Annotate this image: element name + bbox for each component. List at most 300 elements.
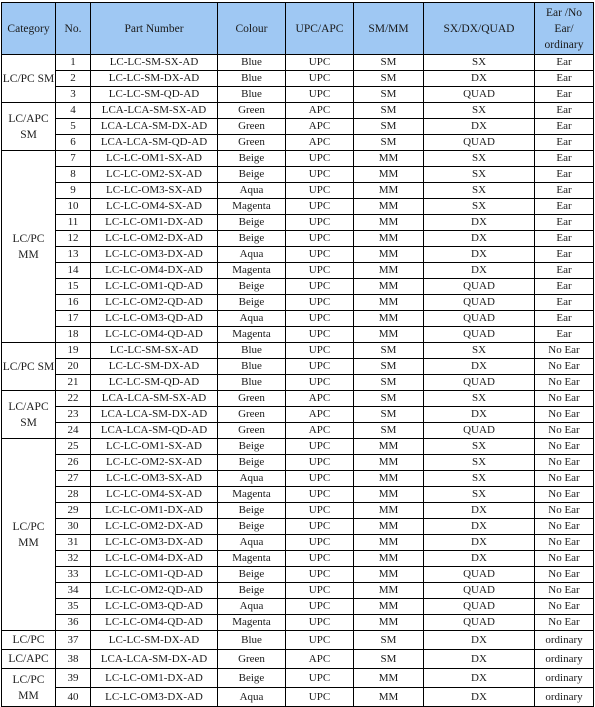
- row-number-cell: 28: [56, 487, 91, 503]
- part-number-cell: LC-LC-OM2-QD-AD: [91, 583, 218, 599]
- part-number-cell: LC-LC-SM-QD-AD: [91, 375, 218, 391]
- colour-cell: Blue: [218, 87, 286, 103]
- connector-type-cell: QUAD: [424, 423, 535, 439]
- fiber-mode-cell: SM: [354, 343, 424, 359]
- part-number-cell: LCA-LCA-SM-DX-AD: [91, 407, 218, 423]
- fiber-mode-cell: MM: [354, 167, 424, 183]
- table-row: [2, 359, 594, 375]
- row-number-cell: 25: [56, 439, 91, 455]
- row-number-cell: 38: [56, 650, 91, 669]
- connector-type-cell: SX: [424, 183, 535, 199]
- fiber-mode-cell: SM: [354, 103, 424, 119]
- part-number-cell: LC-LC-OM3-SX-AD: [91, 183, 218, 199]
- header-category: Category: [2, 3, 56, 55]
- table-row: [2, 439, 594, 455]
- polish-cell: UPC: [286, 343, 354, 359]
- fiber-mode-cell: SM: [354, 631, 424, 650]
- colour-cell: Magenta: [218, 551, 286, 567]
- row-number-cell: 17: [56, 311, 91, 327]
- table-row: [2, 199, 594, 215]
- polish-cell: UPC: [286, 327, 354, 343]
- part-number-cell: LC-LC-OM2-DX-AD: [91, 519, 218, 535]
- row-number-cell: 35: [56, 599, 91, 615]
- polish-cell: APC: [286, 119, 354, 135]
- colour-cell: Blue: [218, 631, 286, 650]
- row-number-cell: 29: [56, 503, 91, 519]
- table-row: [2, 55, 594, 71]
- colour-cell: Beige: [218, 215, 286, 231]
- polish-cell: UPC: [286, 311, 354, 327]
- table-row: [2, 247, 594, 263]
- table-row: [2, 567, 594, 583]
- header-mode: SM/MM: [354, 3, 424, 55]
- part-number-cell: LC-LC-OM2-QD-AD: [91, 295, 218, 311]
- polish-cell: UPC: [286, 487, 354, 503]
- fiber-mode-cell: SM: [354, 87, 424, 103]
- colour-cell: Magenta: [218, 487, 286, 503]
- ear-type-cell: No Ear: [535, 375, 594, 391]
- fiber-mode-cell: MM: [354, 151, 424, 167]
- connector-type-cell: QUAD: [424, 295, 535, 311]
- colour-cell: Beige: [218, 669, 286, 688]
- row-number-cell: 39: [56, 669, 91, 688]
- colour-cell: Beige: [218, 519, 286, 535]
- fiber-mode-cell: MM: [354, 231, 424, 247]
- part-number-cell: LC-LC-OM3-DX-AD: [91, 247, 218, 263]
- fiber-mode-cell: MM: [354, 471, 424, 487]
- polish-cell: UPC: [286, 567, 354, 583]
- row-number-cell: 14: [56, 263, 91, 279]
- table-row: [2, 583, 594, 599]
- category-cell: [2, 55, 56, 103]
- part-number-cell: LCA-LCA-SM-SX-AD: [91, 391, 218, 407]
- table-row: [2, 599, 594, 615]
- colour-cell: Green: [218, 119, 286, 135]
- category-label: LC/APC SM: [8, 112, 49, 141]
- row-number-cell: 10: [56, 199, 91, 215]
- row-number-cell: 12: [56, 231, 91, 247]
- fiber-mode-cell: MM: [354, 599, 424, 615]
- colour-cell: Beige: [218, 503, 286, 519]
- connector-type-cell: DX: [424, 231, 535, 247]
- category-label: LC/PC MM: [12, 520, 45, 549]
- header-colour: Colour: [218, 3, 286, 55]
- colour-cell: Aqua: [218, 535, 286, 551]
- connector-type-cell: DX: [424, 669, 535, 688]
- category-label: LC/PC MM: [12, 673, 45, 702]
- fiber-mode-cell: MM: [354, 519, 424, 535]
- table-row: [2, 535, 594, 551]
- polish-cell: UPC: [286, 263, 354, 279]
- fiber-mode-cell: MM: [354, 567, 424, 583]
- ear-type-cell: No Ear: [535, 519, 594, 535]
- colour-cell: Aqua: [218, 471, 286, 487]
- ear-type-cell: Ear: [535, 167, 594, 183]
- table-row: [2, 375, 594, 391]
- table-row: [2, 669, 594, 688]
- colour-cell: Blue: [218, 55, 286, 71]
- category-label: LC/APC: [8, 653, 49, 665]
- colour-cell: Green: [218, 650, 286, 669]
- polish-cell: APC: [286, 407, 354, 423]
- table-row: [2, 519, 594, 535]
- table-row: [2, 327, 594, 343]
- part-number-cell: LC-LC-OM2-SX-AD: [91, 167, 218, 183]
- fiber-mode-cell: SM: [354, 359, 424, 375]
- table-row: [2, 343, 594, 359]
- ear-type-cell: Ear: [535, 71, 594, 87]
- fiber-mode-cell: MM: [354, 247, 424, 263]
- row-number-cell: 15: [56, 279, 91, 295]
- part-number-cell: LCA-LCA-SM-DX-AD: [91, 119, 218, 135]
- connector-type-cell: QUAD: [424, 599, 535, 615]
- colour-cell: Beige: [218, 455, 286, 471]
- polish-cell: UPC: [286, 471, 354, 487]
- polish-cell: UPC: [286, 631, 354, 650]
- header-polish: UPC/APC: [286, 3, 354, 55]
- ear-type-cell: ordinary: [535, 631, 594, 650]
- polish-cell: APC: [286, 103, 354, 119]
- ear-type-cell: No Ear: [535, 423, 594, 439]
- row-number-cell: 36: [56, 615, 91, 631]
- fiber-mode-cell: MM: [354, 183, 424, 199]
- header-number: No.: [56, 3, 91, 55]
- fiber-mode-cell: MM: [354, 503, 424, 519]
- polish-cell: UPC: [286, 519, 354, 535]
- connector-type-cell: SX: [424, 151, 535, 167]
- part-number-cell: LC-LC-OM1-DX-AD: [91, 215, 218, 231]
- header-ear: Ear /No Ear/ ordinary: [535, 3, 594, 55]
- ear-type-cell: Ear: [535, 199, 594, 215]
- connector-type-cell: QUAD: [424, 375, 535, 391]
- polish-cell: APC: [286, 423, 354, 439]
- row-number-cell: 9: [56, 183, 91, 199]
- part-number-cell: LC-LC-OM4-DX-AD: [91, 551, 218, 567]
- polish-cell: UPC: [286, 87, 354, 103]
- connector-type-cell: QUAD: [424, 583, 535, 599]
- connector-type-cell: DX: [424, 688, 535, 707]
- category-cell: [2, 631, 56, 650]
- fiber-mode-cell: MM: [354, 199, 424, 215]
- table-row: [2, 215, 594, 231]
- fiber-mode-cell: MM: [354, 551, 424, 567]
- ear-type-cell: Ear: [535, 295, 594, 311]
- ear-type-cell: No Ear: [535, 391, 594, 407]
- fiber-mode-cell: MM: [354, 279, 424, 295]
- category-cell: [2, 650, 56, 669]
- part-number-cell: LCA-LCA-SM-DX-AD: [91, 650, 218, 669]
- row-number-cell: 37: [56, 631, 91, 650]
- table-row: [2, 503, 594, 519]
- part-number-cell: LC-LC-SM-SX-AD: [91, 343, 218, 359]
- part-number-cell: LC-LC-OM1-SX-AD: [91, 151, 218, 167]
- part-number-cell: LCA-LCA-SM-QD-AD: [91, 135, 218, 151]
- fiber-mode-cell: MM: [354, 327, 424, 343]
- row-number-cell: 26: [56, 455, 91, 471]
- fiber-mode-cell: MM: [354, 535, 424, 551]
- connector-type-cell: DX: [424, 535, 535, 551]
- table-row: [2, 263, 594, 279]
- row-number-cell: 32: [56, 551, 91, 567]
- connector-type-cell: DX: [424, 71, 535, 87]
- part-number-cell: LCA-LCA-SM-SX-AD: [91, 103, 218, 119]
- colour-cell: Green: [218, 423, 286, 439]
- colour-cell: Green: [218, 103, 286, 119]
- table-row: [2, 295, 594, 311]
- fiber-mode-cell: MM: [354, 311, 424, 327]
- connector-type-cell: DX: [424, 407, 535, 423]
- row-number-cell: 21: [56, 375, 91, 391]
- connector-type-cell: DX: [424, 215, 535, 231]
- connector-type-cell: DX: [424, 119, 535, 135]
- ear-type-cell: No Ear: [535, 487, 594, 503]
- ear-type-cell: ordinary: [535, 688, 594, 707]
- colour-cell: Aqua: [218, 247, 286, 263]
- ear-type-cell: Ear: [535, 327, 594, 343]
- colour-cell: Beige: [218, 583, 286, 599]
- part-number-cell: LC-LC-OM1-DX-AD: [91, 669, 218, 688]
- connector-type-cell: DX: [424, 551, 535, 567]
- fiber-mode-cell: MM: [354, 215, 424, 231]
- table-row: [2, 87, 594, 103]
- connector-type-cell: SX: [424, 167, 535, 183]
- colour-cell: Magenta: [218, 615, 286, 631]
- polish-cell: UPC: [286, 247, 354, 263]
- colour-cell: Beige: [218, 567, 286, 583]
- row-number-cell: 13: [56, 247, 91, 263]
- connector-type-cell: SX: [424, 343, 535, 359]
- table-row: [2, 135, 594, 151]
- table-row: [2, 407, 594, 423]
- connector-type-cell: DX: [424, 631, 535, 650]
- fiber-mode-cell: MM: [354, 263, 424, 279]
- ear-type-cell: No Ear: [535, 535, 594, 551]
- connector-type-cell: DX: [424, 247, 535, 263]
- row-number-cell: 18: [56, 327, 91, 343]
- ear-type-cell: Ear: [535, 55, 594, 71]
- row-number-cell: 8: [56, 167, 91, 183]
- table-row: [2, 183, 594, 199]
- table-row: [2, 119, 594, 135]
- row-number-cell: 1: [56, 55, 91, 71]
- connector-type-cell: QUAD: [424, 311, 535, 327]
- part-number-cell: LC-LC-SM-DX-AD: [91, 71, 218, 87]
- fiber-mode-cell: MM: [354, 295, 424, 311]
- colour-cell: Magenta: [218, 327, 286, 343]
- connector-type-cell: SX: [424, 471, 535, 487]
- connector-type-cell: QUAD: [424, 567, 535, 583]
- polish-cell: UPC: [286, 183, 354, 199]
- connector-type-cell: SX: [424, 439, 535, 455]
- colour-cell: Aqua: [218, 599, 286, 615]
- category-cell: [2, 669, 56, 707]
- table-row: [2, 615, 594, 631]
- part-number-cell: LC-LC-OM1-QD-AD: [91, 567, 218, 583]
- ear-type-cell: Ear: [535, 311, 594, 327]
- polish-cell: UPC: [286, 599, 354, 615]
- ear-type-cell: No Ear: [535, 359, 594, 375]
- polish-cell: UPC: [286, 295, 354, 311]
- polish-cell: APC: [286, 391, 354, 407]
- part-number-cell: LC-LC-SM-QD-AD: [91, 87, 218, 103]
- table-row: [2, 631, 594, 650]
- header-part-number: Part Number: [91, 3, 218, 55]
- table-row: [2, 650, 594, 669]
- polish-cell: UPC: [286, 439, 354, 455]
- connector-type-cell: QUAD: [424, 279, 535, 295]
- row-number-cell: 11: [56, 215, 91, 231]
- row-number-cell: 7: [56, 151, 91, 167]
- table-row: [2, 231, 594, 247]
- ear-type-cell: ordinary: [535, 650, 594, 669]
- fiber-mode-cell: SM: [354, 119, 424, 135]
- table-row: [2, 279, 594, 295]
- ear-type-cell: No Ear: [535, 503, 594, 519]
- category-label: LC/APC SM: [8, 400, 49, 429]
- polish-cell: UPC: [286, 688, 354, 707]
- connector-type-cell: DX: [424, 263, 535, 279]
- row-number-cell: 6: [56, 135, 91, 151]
- ear-type-cell: Ear: [535, 119, 594, 135]
- connector-type-cell: QUAD: [424, 135, 535, 151]
- fiber-mode-cell: SM: [354, 650, 424, 669]
- colour-cell: Blue: [218, 343, 286, 359]
- ear-type-cell: Ear: [535, 247, 594, 263]
- colour-cell: Beige: [218, 231, 286, 247]
- table-row: [2, 151, 594, 167]
- table-row: [2, 103, 594, 119]
- ear-type-cell: No Ear: [535, 615, 594, 631]
- polish-cell: UPC: [286, 375, 354, 391]
- ear-type-cell: Ear: [535, 183, 594, 199]
- row-number-cell: 33: [56, 567, 91, 583]
- connector-type-cell: SX: [424, 487, 535, 503]
- table-row: [2, 487, 594, 503]
- category-cell: [2, 103, 56, 151]
- connector-type-cell: DX: [424, 503, 535, 519]
- row-number-cell: 22: [56, 391, 91, 407]
- part-number-cell: LC-LC-OM4-SX-AD: [91, 487, 218, 503]
- colour-cell: Beige: [218, 279, 286, 295]
- part-number-cell: LC-LC-OM3-SX-AD: [91, 471, 218, 487]
- fiber-mode-cell: MM: [354, 487, 424, 503]
- ear-type-cell: No Ear: [535, 583, 594, 599]
- part-number-cell: LCA-LCA-SM-QD-AD: [91, 423, 218, 439]
- fiber-mode-cell: MM: [354, 439, 424, 455]
- fiber-mode-cell: MM: [354, 615, 424, 631]
- polish-cell: UPC: [286, 71, 354, 87]
- ear-type-cell: ordinary: [535, 669, 594, 688]
- table-row: [2, 688, 594, 707]
- ear-type-cell: Ear: [535, 151, 594, 167]
- row-number-cell: 4: [56, 103, 91, 119]
- fiber-mode-cell: SM: [354, 55, 424, 71]
- polish-cell: UPC: [286, 167, 354, 183]
- fiber-mode-cell: SM: [354, 375, 424, 391]
- connector-type-cell: DX: [424, 359, 535, 375]
- polish-cell: UPC: [286, 503, 354, 519]
- category-cell: [2, 391, 56, 439]
- category-cell: [2, 439, 56, 631]
- colour-cell: Aqua: [218, 688, 286, 707]
- connector-type-cell: SX: [424, 55, 535, 71]
- ear-type-cell: No Ear: [535, 407, 594, 423]
- colour-cell: Aqua: [218, 311, 286, 327]
- table-row: [2, 167, 594, 183]
- part-number-cell: LC-LC-OM3-DX-AD: [91, 688, 218, 707]
- polish-cell: APC: [286, 650, 354, 669]
- row-number-cell: 5: [56, 119, 91, 135]
- part-number-cell: LC-LC-OM4-QD-AD: [91, 327, 218, 343]
- part-number-cell: LC-LC-OM1-DX-AD: [91, 503, 218, 519]
- part-number-cell: LC-LC-OM3-QD-AD: [91, 311, 218, 327]
- colour-cell: Beige: [218, 151, 286, 167]
- part-number-cell: LC-LC-OM4-SX-AD: [91, 199, 218, 215]
- polish-cell: UPC: [286, 231, 354, 247]
- colour-cell: Magenta: [218, 199, 286, 215]
- fiber-mode-cell: MM: [354, 583, 424, 599]
- table-row: [2, 455, 594, 471]
- connector-type-cell: DX: [424, 519, 535, 535]
- fiber-mode-cell: MM: [354, 669, 424, 688]
- category-label: LC/PC SM: [2, 72, 55, 85]
- fiber-mode-cell: SM: [354, 423, 424, 439]
- fiber-mode-cell: SM: [354, 407, 424, 423]
- header-row: [2, 3, 594, 55]
- part-number-cell: LC-LC-OM2-DX-AD: [91, 231, 218, 247]
- connector-type-cell: SX: [424, 199, 535, 215]
- ear-type-cell: No Ear: [535, 343, 594, 359]
- ear-type-cell: No Ear: [535, 471, 594, 487]
- table-body: [2, 55, 594, 707]
- part-number-cell: LC-LC-SM-SX-AD: [91, 55, 218, 71]
- ear-type-cell: Ear: [535, 87, 594, 103]
- part-number-cell: LC-LC-OM2-SX-AD: [91, 455, 218, 471]
- table-row: [2, 551, 594, 567]
- part-number-cell: LC-LC-OM3-QD-AD: [91, 599, 218, 615]
- table-row: [2, 71, 594, 87]
- polish-cell: UPC: [286, 151, 354, 167]
- polish-cell: UPC: [286, 535, 354, 551]
- polish-cell: UPC: [286, 615, 354, 631]
- polish-cell: UPC: [286, 583, 354, 599]
- table-row: [2, 391, 594, 407]
- part-number-cell: LC-LC-SM-DX-AD: [91, 359, 218, 375]
- row-number-cell: 3: [56, 87, 91, 103]
- polish-cell: UPC: [286, 215, 354, 231]
- category-cell: [2, 151, 56, 343]
- fiber-mode-cell: SM: [354, 135, 424, 151]
- polish-cell: UPC: [286, 199, 354, 215]
- table-row: [2, 311, 594, 327]
- colour-cell: Beige: [218, 167, 286, 183]
- ear-type-cell: Ear: [535, 231, 594, 247]
- polish-cell: UPC: [286, 551, 354, 567]
- polish-cell: APC: [286, 135, 354, 151]
- colour-cell: Green: [218, 407, 286, 423]
- colour-cell: Beige: [218, 439, 286, 455]
- polish-cell: UPC: [286, 359, 354, 375]
- row-number-cell: 19: [56, 343, 91, 359]
- table-row: [2, 471, 594, 487]
- header-type: SX/DX/QUAD: [424, 3, 535, 55]
- polish-cell: UPC: [286, 669, 354, 688]
- ear-type-cell: No Ear: [535, 599, 594, 615]
- ear-type-cell: No Ear: [535, 551, 594, 567]
- connector-type-cell: QUAD: [424, 615, 535, 631]
- colour-cell: Blue: [218, 71, 286, 87]
- ear-type-cell: No Ear: [535, 567, 594, 583]
